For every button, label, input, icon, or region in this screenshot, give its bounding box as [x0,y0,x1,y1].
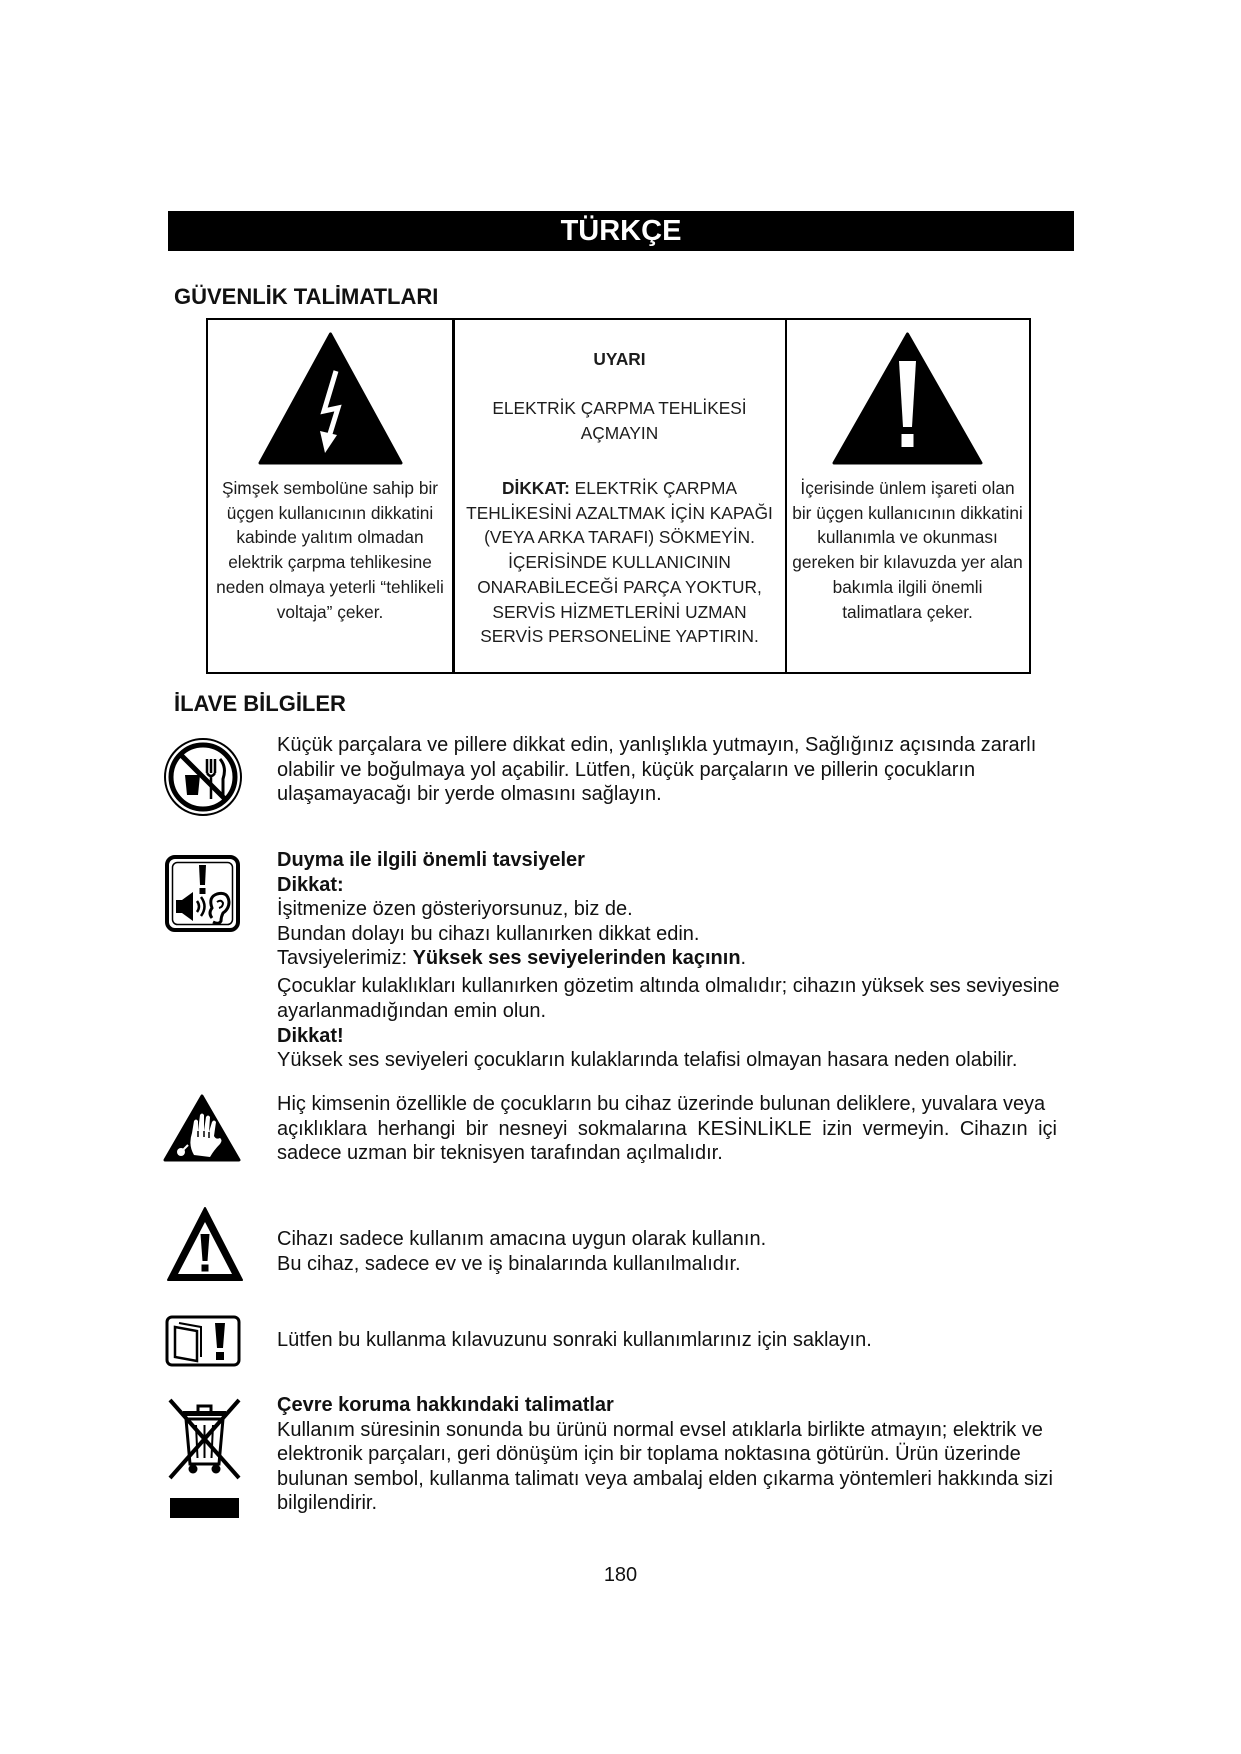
caution-label: Dikkat: [277,873,344,896]
hearing-heading: Duyma ile ilgili önemli tavsiyeler [277,849,585,871]
environment-instructions [277,1393,1053,1516]
caution-line: (VEYA ARKA TARAFI) SÖKMEYİN. [484,527,755,548]
cell-text-line: elektrik çarpma tehlikesine [228,552,432,573]
language-title: TÜRKÇE [560,215,682,247]
warning-text-cell [455,320,785,672]
openings-warning [277,1092,1057,1166]
caution-line [455,476,785,501]
cell-text-line: bir üçgen kullanıcının dikkatini [792,502,1023,523]
keep-manual-notice [277,1328,872,1353]
paragraph-line: Kullanım süresinin sonunda bu ürünü normal evsel atıklarla birlikte atmayın; elektrik ve [277,1418,1043,1441]
caution-line: SERVİS HİZMETLERİNİ UZMAN [492,601,747,622]
cell-text-line: bakımla ilgili önemli [832,576,983,597]
cell-text-line: kullanımla ve okunması [817,527,998,548]
cell-text-line: Şimşek sembolüne sahip bir [221,478,439,498]
paragraph-line: sadece uzman bir teknisyen tarafından açılmalıdır. [277,1142,723,1165]
caution-line: SERVİS PERSONELİNE YAPTIRIN. [480,626,759,647]
caution-line: İÇERİSİNDE KULLANICININ [508,552,731,573]
caution-line: ONARABİLECEĞİ PARÇA YOKTUR, [477,576,762,597]
weee-bin-icon [165,1395,244,1482]
exclamation-symbol-cell [787,320,1028,672]
paragraph-line: Cihazı sadece kullanım amacına uygun olarak kullanın. [277,1228,767,1250]
caution-label: DİKKAT: [502,478,570,498]
paragraph-line: Bundan dolayı bu cihazı kullanırken dikkat edin. [277,922,700,945]
lightning-symbol-cell [208,320,452,672]
safety-warning-table [206,318,1031,674]
caution-text: ELEKTRİK ÇARPMA [569,478,737,498]
no-small-parts-icon [163,737,243,817]
paragraph-line: Yüksek ses seviyeleri çocukların kulaklarında telafisi olmayan hasara neden olabilir. [277,1049,1018,1072]
additional-info-title: İLAVE BİLGİLER [174,691,346,716]
cell-text-line: gereken bir kılavuzda yer alan [792,552,1023,573]
lightning-warning-icon [258,331,403,465]
paragraph-line: Küçük parçalara ve pillere dikkat edin, yanlışlıkla yutmayın, Sağlığınız açısında zararlı [277,734,1037,756]
advice-bold: Yüksek ses seviyelerinden kaçının [412,947,741,970]
paragraph-line: Lütfen bu kullanma kılavuzunu sonraki kullanımlarınız için saklayın. [277,1329,872,1351]
environment-heading: Çevre koruma hakkındaki talimatlar [277,1394,614,1416]
cell-text-line: kabinde yalıtım olmadan [236,527,424,548]
advice-line [277,946,1060,971]
paragraph-line: bilgilendirir. [277,1492,378,1515]
cell-text-line: voltaja” çeker. [276,601,384,622]
cell-text-line: İçerisinde ünlem işareti olan [800,478,1015,498]
paragraph-line: açıklıklara herhangi bir nesneyi sokmalarına KESİNLİKLE izin vermeyin. Cihazın içi [277,1117,1057,1140]
advice-prefix: Tavsiyelerimiz: [277,947,413,970]
cell-text-line: neden olmaya yeterli “tehlikeli [216,576,444,597]
hearing-protection-icon [165,855,240,932]
paragraph-line: olabilir ve boğulmaya yol açabilir. Lütfen, küçük parçaların ve pillerin çocukların [277,758,976,781]
warning-label: Dikkat! [277,1024,344,1047]
language-header-bar [168,211,1074,251]
cell-text-line: talimatlara çeker. [842,601,973,622]
paragraph-line: elektronik parçaları, geri dönüşüm için bir toplama noktasına götürün. Ürün üzerinde [277,1443,1021,1466]
paragraph-line: ayarlanmadığından emin olun. [277,1000,547,1023]
warning-line: AÇMAYIN [580,422,659,443]
caution-line: TEHLİKESİNİ AZALTMAK İÇİN KAPAĞI [466,502,773,523]
cell-text-line: üçgen kullanıcının dikkatini [226,502,434,523]
advice-suffix: . [740,947,747,970]
small-parts-notice [277,733,1036,807]
paragraph-line: İşitmenize özen gösteriyorsunuz, biz de. [277,898,633,921]
general-warning-icon [166,1206,244,1282]
exclamation-warning-icon [832,331,983,465]
hand-warning-icon [163,1093,241,1163]
warning-line: ELEKTRİK ÇARPMA TEHLİKESİ [492,398,747,418]
read-manual-icon [165,1315,241,1367]
page-number: 180 [603,1564,638,1586]
safety-instructions-title: GÜVENLİK TALİMATLARI [174,284,439,309]
warning-heading: UYARI [593,349,646,369]
weee-bar-icon [170,1498,239,1518]
paragraph-line: bulunan sembol, kullanma talimatı veya ambalaj elden çıkarma yöntemleri hakkında sizi [277,1467,1053,1490]
paragraph-line: Hiç kimsenin özellikle de çocukların bu cihaz üzerinde bulunan deliklere, yuvalara veya [277,1093,1046,1115]
intended-use-notice [277,1227,766,1276]
paragraph-line: Bu cihaz, sadece ev ve iş binalarında kullanılmalıdır. [277,1252,741,1275]
paragraph-line: ulaşamayacağı bir yerde olmasını sağlayın. [277,783,662,806]
paragraph-line: Çocuklar kulaklıkları kullanırken gözetim altında olmalıdır; cihazın yüksek ses seviyesine [277,975,1060,998]
hearing-advice [277,848,1060,1073]
